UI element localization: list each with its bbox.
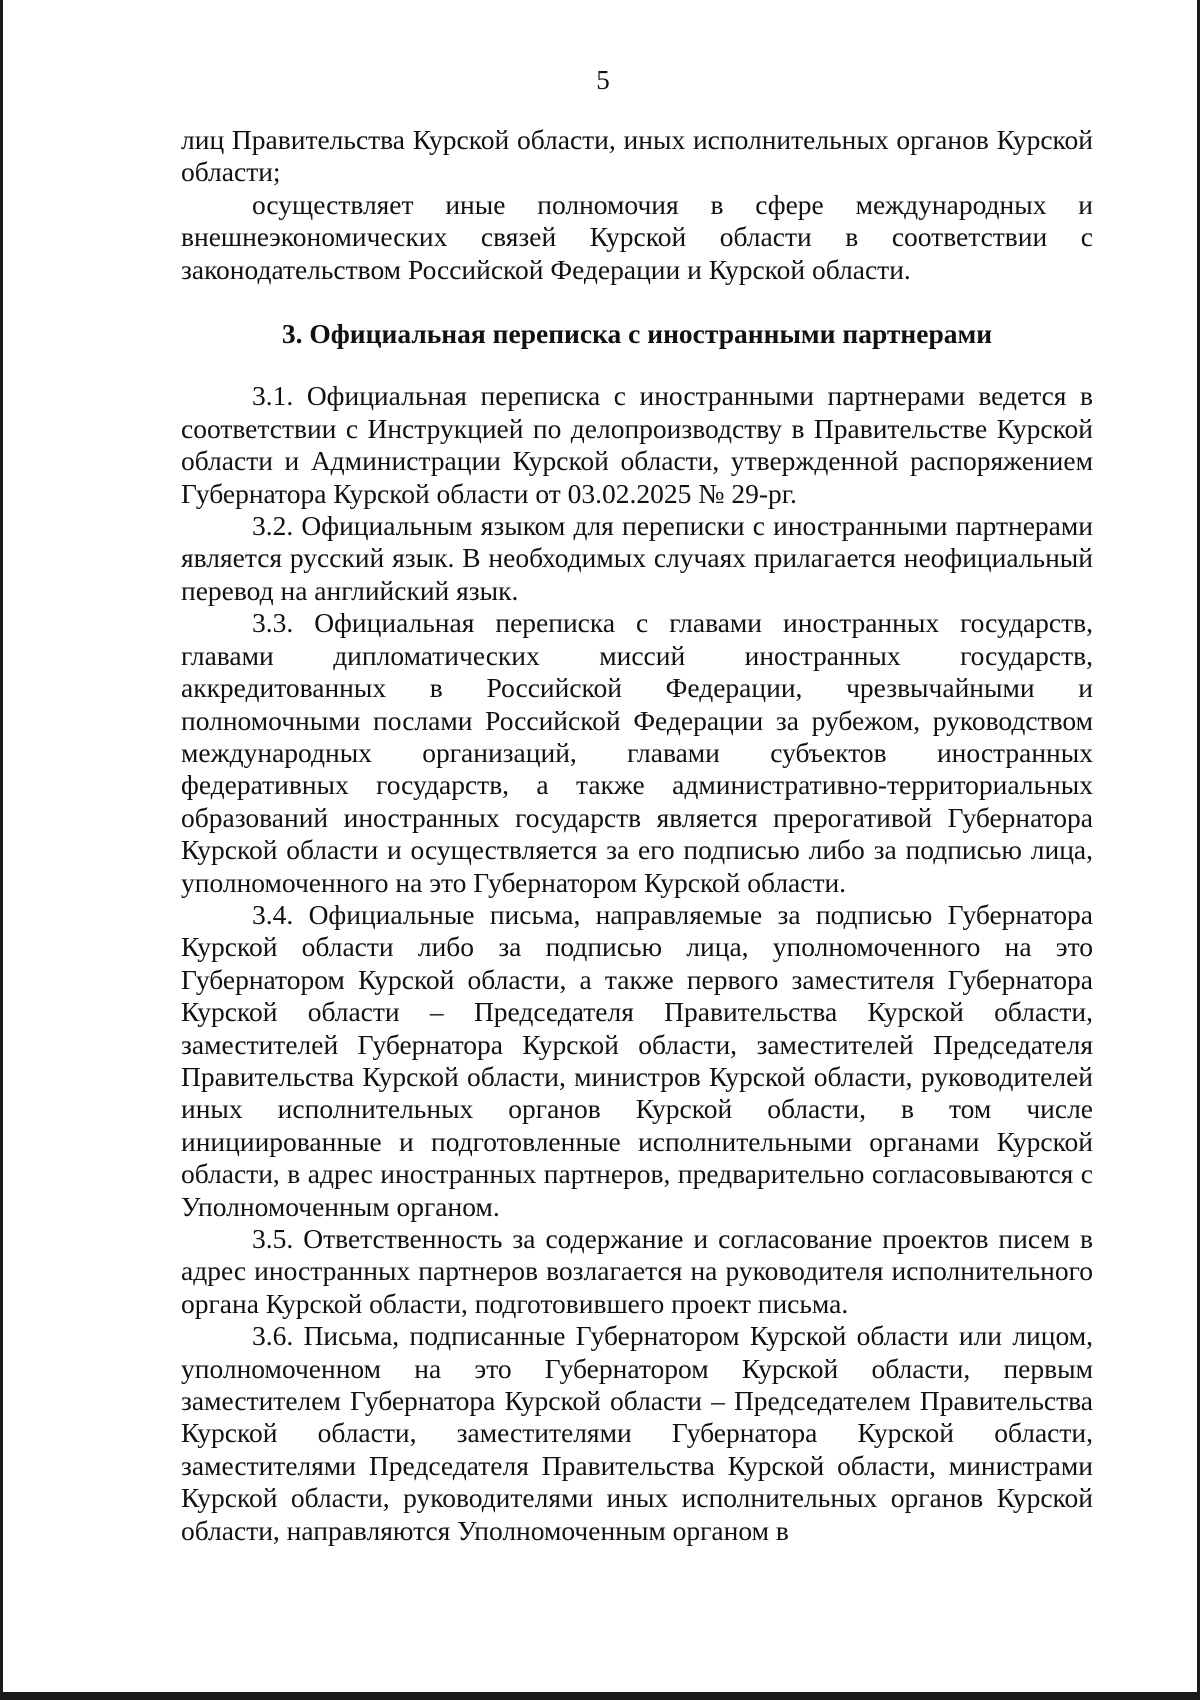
page-bottom-edge (3, 1692, 1200, 1700)
paragraph-continuation: лиц Правительства Курской области, иных исполнительных органов Курской области; (181, 124, 1093, 188)
document-body (181, 124, 1093, 1547)
clause-3-1: 3.1. Официальная переписка с иностранными партнерами ведется в соответствии с Инструкцией по делопроизводству в Правительстве Курской области и Администрации Курской области, утвержденной распоряжением Губернатора Курской области от 03.02.2025 № 29-рг. (181, 380, 1093, 509)
clause-3-5: 3.5. Ответственность за содержание и согласование проектов писем в адрес иностранных партнеров возлагается на руководителя исполнительного органа Курской области, подготовившего проект письма. (181, 1223, 1093, 1319)
clause-3-6: 3.6. Письма, подписанные Губернатором Курской области или лицом, уполномоченном на это Губернатором Курской области, первым заместителем Губернатора Курской области – Председателем Правительства Курской области, заместителями Губернатора Курской области, заместителями Председателя Правительства Курской области, министрами Курской области, руководителями иных исполнительных органов Курской области, направляются Уполномоченным органом в (181, 1320, 1093, 1546)
clause-3-2: 3.2. Официальным языком для переписки с иностранными партнерами является русский язык. В необходимых случаях прилагается неофициальный перевод на английский язык. (181, 510, 1093, 606)
paragraph: осуществляет иные полномочия в сфере международных и внешнеэкономических связей Курской области в соответствии с законодательством Российской Федерации и Курской области. (181, 188, 1093, 285)
section-heading: 3. Официальная переписка с иностранными партнерами (281, 318, 993, 350)
clause-3-3: 3.3. Официальная переписка с главами иностранных государств, главами дипломатических миссий иностранных государств, аккредитованных в Российской Федерации, чрезвычайными и полномочными послами Российской Федерации за рубежом, руководством международных организаций, главами субъектов иностранных федеративных государств, а также административно-территориальных образований иностранных государств является прерогативой Губернатора Курской области и осуществляется за его подписью либо за подписью лица, уполномоченного на это Губернатором Курской области. (181, 607, 1093, 898)
page-number: 5 (596, 65, 610, 95)
clause-3-4: 3.4. Официальные письма, направляемые за подписью Губернатора Курской области либо за подписью лица, уполномоченного на это Губернатором Курской области, а также первого заместителя Губернатора Курской области – Председателя Правительства Курской области, заместителей Губернатора Курской области, заместителей Председателя Правительства Курской области, министров Курской области, руководителей иных исполнительных органов Курской области, в том числе инициированные и подготовленные исполнительными органами Курской области, в адрес иностранных партнеров, предварительно согласовываются с Уполномоченным органом. (181, 898, 1093, 1222)
